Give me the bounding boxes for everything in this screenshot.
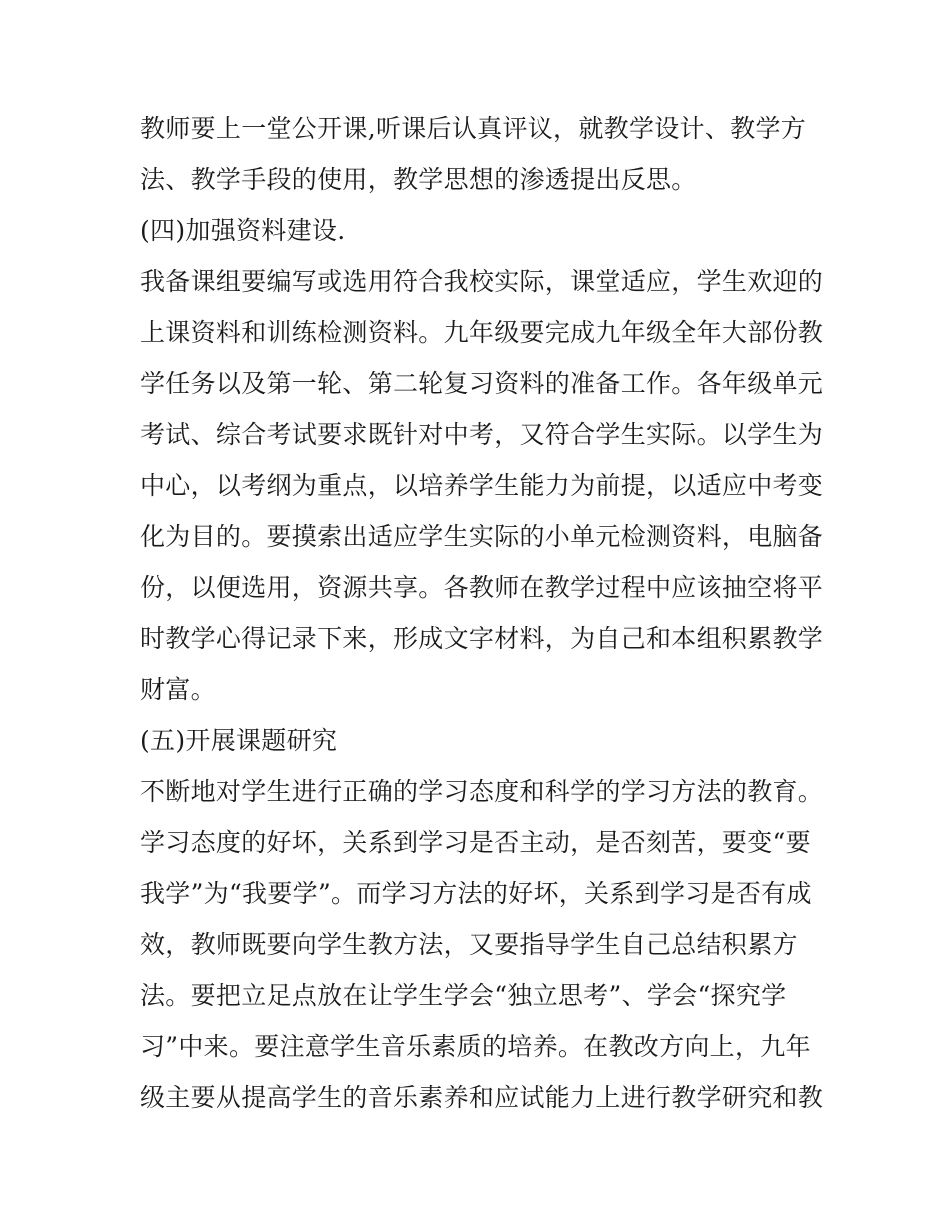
- text-line: 法。要把立足点放在让学生学会“独立思考”、学会“探究学: [140, 981, 787, 1010]
- text-line: 习”中来。要注意学生音乐素质的培养。在教改方向上，九年: [140, 1032, 811, 1061]
- text-line: 效，教师既要向学生教方法，又要指导学生自己总结积累方: [140, 930, 798, 959]
- text-line: 学习态度的好坏，关系到学习是否主动，是否刻苦，要变“要: [140, 828, 811, 857]
- text-line: 考试、综合考试要求既针对中考，又符合学生实际。以学生为: [140, 420, 824, 449]
- text-line: 财富。: [140, 675, 216, 704]
- text-line: 我学”为“我要学”。而学习方法的好坏，关系到学习是否有成: [140, 879, 812, 908]
- text-line: 我备课组要编写或选用符合我校实际，课堂适应，学生欢迎的: [140, 267, 824, 296]
- section-heading: (四)加强资料建设.: [140, 216, 346, 245]
- text-line: 法、教学手段的使用，教学思想的渗透提出反思。: [140, 165, 697, 194]
- text-line: 化为目的。要摸索出适应学生实际的小单元检测资料，电脑备: [140, 522, 824, 551]
- text-line: 不断地对学生进行正确的学习态度和科学的学习方法的教育。: [140, 777, 824, 806]
- text-line: 学任务以及第一轮、第二轮复习资料的准备工作。各年级单元: [140, 369, 824, 398]
- text-line: 时教学心得记录下来，形成文字材料，为自己和本组积累教学: [140, 624, 824, 653]
- text-line: 中心，以考纲为重点，以培养学生能力为前提，以适应中考变: [140, 471, 824, 500]
- text-line: 教师要上一堂公开课,听课后认真评议，就教学设计、教学方: [140, 114, 807, 143]
- text-line: 级主要从提高学生的音乐素养和应试能力上进行教学研究和教: [140, 1083, 824, 1112]
- text-line: 份，以便选用，资源共享。各教师在教学过程中应该抽空将平: [140, 573, 824, 602]
- text-line: 上课资料和训练检测资料。九年级要完成九年级全年大部份教: [140, 318, 824, 347]
- section-heading: (五)开展课题研究: [140, 726, 338, 755]
